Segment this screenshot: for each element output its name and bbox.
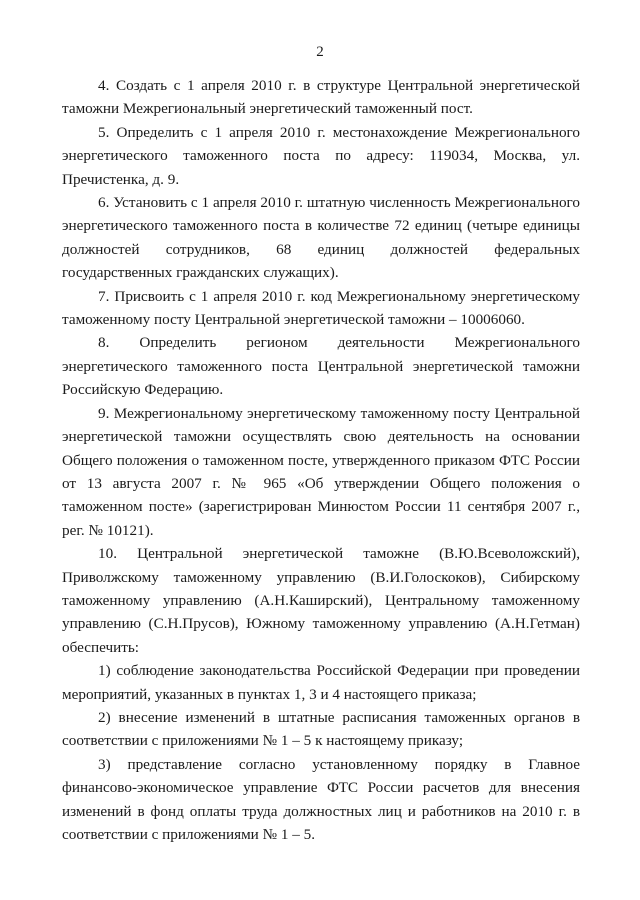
paragraph-10: 10. Центральной энергетической таможне (В.Ю.Всеволожский), Приволжскому таможенному управлению (В.И.Голоскоков), Сибирскому таможенному управлению (А.Н.Каширский), Центральному таможенному управлению (С.Н.Прусов), Южному таможенному управлению (А.Н.Гетман) обеспечить: xyxy=(62,545,580,656)
subitem-2: 2) внесение изменений в штатные расписания таможенных органов в соответствии с приложениями № 1 – 5 к настоящему приказу; xyxy=(62,708,580,750)
paragraph-5: 5. Определить с 1 апреля 2010 г. местонахождение Межрегионального энергетического таможенного поста по адресу: 119034, Москва, ул. Пречистенка, д. 9. xyxy=(62,123,580,188)
paragraph-7: 7. Присвоить с 1 апреля 2010 г. код Межрегиональному энергетическому таможенному посту Центральной энергетической таможни – 10006060. xyxy=(62,287,580,329)
subitem-1: 1) соблюдение законодательства Российской Федерации при проведении мероприятий, указанных в пунктах 1, 3 и 4 настоящего приказа; xyxy=(62,662,580,703)
paragraph-8: 8. Определить регионом деятельности Межрегионального энергетического таможенного поста Центральной энергетической таможни Российскую Федерацию. xyxy=(62,334,580,399)
paragraph-9: 9. Межрегиональному энергетическому таможенному посту Центральной энергетической таможни осуществлять свою деятельность на основании Общего положения о таможенном посте, утвержденного приказом ФТС России от 13 августа 2007 г. № 965 «Об утверждении Общего положения о таможенном посте» (зарегистрирован Минюстом России 11 сентября 2007 г., рег. № 10121). xyxy=(62,404,580,539)
paragraph-4: 4. Создать с 1 апреля 2010 г. в структуре Центральной энергетической таможни Межрегиональный энергетический таможенный пост. xyxy=(62,77,580,118)
subitem-3: 3) представление согласно установленному порядку в Главное финансово-экономическое управление ФТС России расчетов для внесения изменений в фонд оплаты труда должностных лиц и работников на 2010 г. в соответствии с приложениями № 1 – 5. xyxy=(62,755,580,843)
page-number: 2 xyxy=(316,44,324,60)
document-body xyxy=(62,74,580,846)
paragraph-6: 6. Установить с 1 апреля 2010 г. штатную численность Межрегионального энергетического таможенного поста в количестве 72 единиц (четыре единицы должностей сотрудников, 68 единиц должностей федеральных государственных гражданских служащих). xyxy=(62,194,580,282)
